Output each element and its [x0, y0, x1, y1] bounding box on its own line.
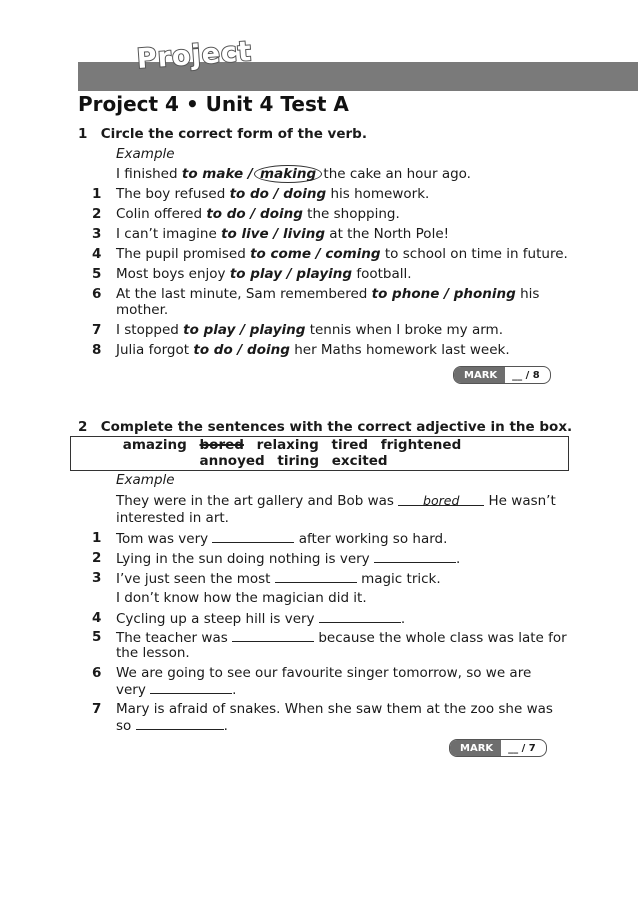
list-item: Julia forgot to do / doing her Maths homework last week.	[116, 342, 510, 358]
item-number: 7	[92, 322, 102, 338]
mark-label: MARK	[450, 740, 501, 756]
list-item-continuation: so .	[116, 718, 228, 734]
item-number: 7	[92, 701, 102, 717]
list-item: Tom was very after working so hard.	[116, 531, 448, 547]
example-label: Example	[116, 472, 175, 488]
project-logo: Project	[135, 36, 253, 75]
verb-options[interactable]: to live / living	[221, 226, 325, 242]
list-item-continuation: very .	[116, 682, 237, 698]
section-instruction: Complete the sentences with the correct adjective in the box.	[100, 419, 573, 435]
mark-score[interactable]: __ / 7	[508, 742, 536, 754]
list-item-continuation: the lesson.	[116, 645, 190, 661]
answer-blank[interactable]	[232, 629, 314, 642]
list-item-continuation: mother.	[116, 302, 169, 318]
list-item: We are going to see our favourite singer tomorrow, so we are	[116, 665, 532, 681]
section-number: 1	[78, 126, 88, 142]
item-number: 3	[92, 226, 102, 242]
verb-options[interactable]: to do / doing	[229, 186, 327, 202]
example-sentence: They were in the art gallery and Bob was bored He wasn’t	[116, 493, 556, 509]
item-number: 1	[92, 530, 102, 546]
word: excited	[331, 453, 388, 469]
item-number: 1	[92, 186, 102, 202]
verb-options[interactable]: to phone / phoning	[371, 286, 516, 302]
word-crossed-out: bored	[199, 437, 244, 453]
list-item-continuation: I don’t know how the magician did it.	[116, 590, 367, 606]
answer-blank[interactable]	[374, 550, 456, 563]
word: tiring	[277, 453, 320, 469]
item-number: 2	[92, 550, 102, 566]
mark-score[interactable]: __ / 8	[512, 369, 540, 381]
item-number: 6	[92, 665, 102, 681]
answer-blank[interactable]	[275, 570, 357, 583]
item-number: 8	[92, 342, 102, 358]
list-item: I’ve just seen the most magic trick.	[116, 571, 441, 587]
list-item: Colin offered to do / doing the shopping.	[116, 206, 400, 222]
list-item: Most boys enjoy to play / playing football.	[116, 266, 412, 282]
item-number: 3	[92, 570, 102, 586]
verb-options[interactable]: to do / doing	[206, 206, 303, 222]
mark-box	[449, 739, 547, 757]
list-item: The boy refused to do / doing his homework.	[116, 186, 430, 202]
list-item: Mary is afraid of snakes. When she saw them at the zoo she was	[116, 701, 553, 717]
example-answer: bored	[423, 493, 460, 508]
item-number: 4	[92, 246, 102, 262]
item-number: 5	[92, 266, 102, 282]
list-item: I stopped to play / playing tennis when I broke my arm.	[116, 322, 503, 338]
verb-options[interactable]: to come / coming	[250, 246, 381, 262]
verb-options[interactable]: to play / playing	[229, 266, 353, 282]
word: tired	[331, 437, 369, 453]
list-item: At the last minute, Sam remembered to phone / phoning his	[116, 286, 540, 302]
verb-options[interactable]: to do / doing	[193, 342, 290, 358]
list-item: The teacher was because the whole class was late for	[116, 630, 567, 646]
item-number: 4	[92, 610, 102, 626]
list-item: Lying in the sun doing nothing is very .	[116, 551, 461, 567]
word: relaxing	[256, 437, 319, 453]
list-item: Cycling up a steep hill is very .	[116, 611, 406, 627]
item-number: 6	[92, 286, 102, 302]
mark-box	[453, 366, 551, 384]
word: frightened	[380, 437, 462, 453]
item-number: 5	[92, 629, 102, 645]
answer-blank[interactable]	[150, 681, 232, 694]
example-continuation: interested in art.	[116, 510, 229, 526]
circled-answer: making	[254, 165, 322, 183]
list-item: I can’t imagine to live / living at the North Pole!	[116, 226, 450, 242]
word: amazing	[122, 437, 187, 453]
verb-options[interactable]: to play / playing	[183, 322, 306, 338]
word: annoyed	[199, 453, 265, 469]
section-2-heading	[78, 419, 572, 435]
word-box	[70, 436, 569, 471]
mark-label: MARK	[454, 367, 505, 383]
example-label: Example	[116, 146, 175, 162]
section-number: 2	[78, 419, 88, 435]
answer-blank[interactable]	[319, 610, 401, 623]
section-instruction: Circle the correct form of the verb.	[100, 126, 367, 142]
section-1-heading	[78, 126, 367, 142]
answer-blank[interactable]	[212, 530, 294, 543]
list-item: The pupil promised to come / coming to school on time in future.	[116, 246, 568, 262]
item-number: 2	[92, 206, 102, 222]
example-sentence: I finished to make / making the cake an hour ago.	[116, 166, 471, 182]
answer-blank[interactable]	[136, 717, 224, 730]
page-title: Project 4 • Unit 4 Test A	[78, 92, 349, 116]
